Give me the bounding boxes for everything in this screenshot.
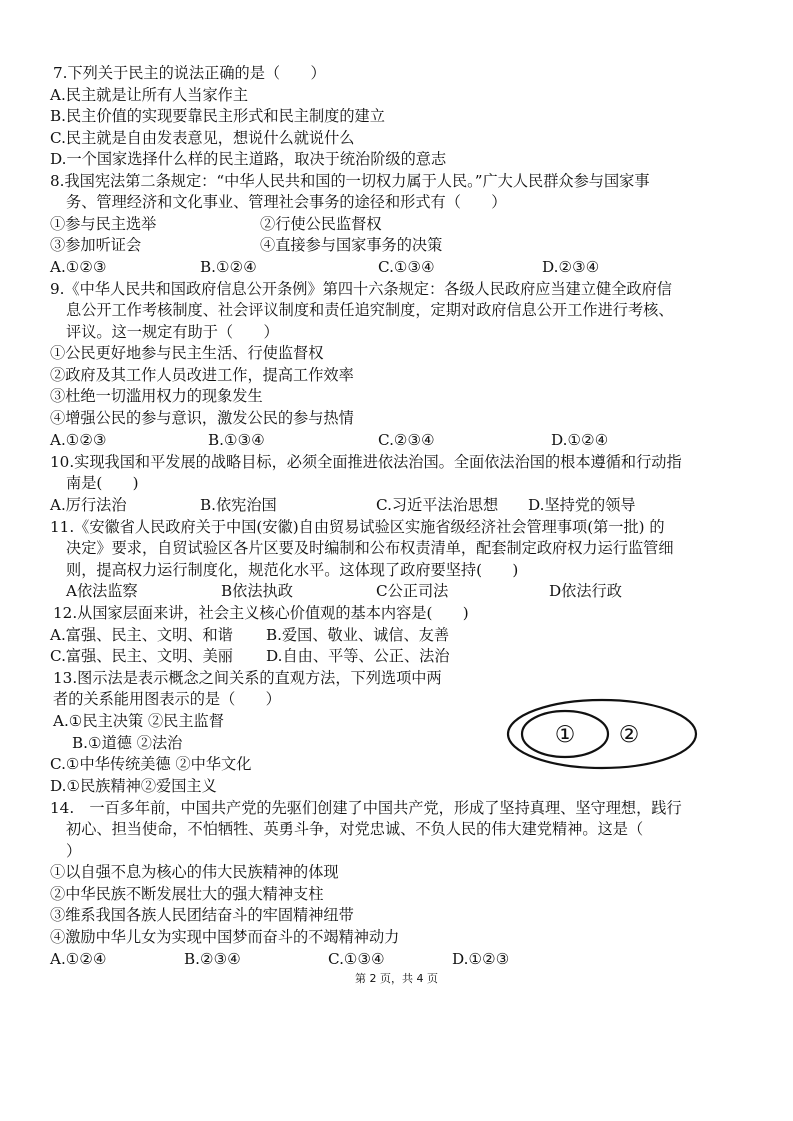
q10-option-a: A.厉行法治 bbox=[50, 496, 127, 514]
q10-stem-line1: 10.实现我国和平发展的战略目标，必须全面推进依法治国。全面依法治国的根本遵循和行动指 bbox=[50, 453, 682, 471]
q14-stem-line1: 14. 一百多年前，中国共产党的先驱们创建了中国共产党，形成了坚持真理、坚守理想，践行 bbox=[50, 799, 682, 817]
q13-stem-line1: 13.图示法是表示概念之间关系的直观方法，下列选项中两 bbox=[53, 669, 442, 687]
q13-stem-line2: 者的关系能用图表示的是（ ） bbox=[53, 690, 281, 708]
q9-item-3: ③杜绝一切滥用权力的现象发生 bbox=[50, 387, 263, 405]
q14-item-4: ④激励中华儿女为实现中国梦而奋斗的不竭精神动力 bbox=[50, 928, 400, 946]
q12-stem: 12.从国家层面来讲，社会主义核心价值观的基本内容是( ) bbox=[53, 604, 469, 622]
q11-stem-line2: 决定》要求，自贸试验区各片区要及时编制和公布权责清单，配套制定政府权力运行监管细 bbox=[66, 539, 674, 557]
q14-item-2: ②中华民族不断发展壮大的强大精神支柱 bbox=[50, 885, 324, 903]
q7-option-b: B.民主价值的实现要靠民主形式和民主制度的建立 bbox=[50, 107, 385, 125]
page-footer: 第 2 页，共 4 页 bbox=[355, 972, 438, 985]
q9-item-2: ②政府及其工作人员改进工作，提高工作效率 bbox=[50, 366, 354, 384]
diagram-label-2: ② bbox=[618, 722, 640, 748]
q12-option-a: A.富强、民主、文明、和谐 bbox=[50, 626, 233, 644]
q9-stem-line1: 9.《中华人民共和国政府信息公开条例》第四十六条规定：各级人民政府应当建立健全政府信 bbox=[50, 280, 672, 298]
q8-option-d: D.②③④ bbox=[542, 258, 600, 276]
q9-item-4: ④增强公民的参与意识，激发公民的参与热情 bbox=[50, 409, 354, 427]
q9-option-d: D.①②④ bbox=[551, 431, 609, 449]
q14-option-c: C.①③④ bbox=[328, 950, 385, 968]
q14-option-d: D.①②③ bbox=[452, 950, 510, 968]
q14-option-a: A.①②④ bbox=[50, 950, 107, 968]
outer-ellipse bbox=[508, 700, 696, 768]
q7-option-c: C.民主就是自由发表意见，想说什么就说什么 bbox=[50, 129, 355, 147]
q11-option-a: A依法监察 bbox=[66, 582, 138, 600]
q10-option-c: C.习近平法治思想 bbox=[376, 496, 499, 514]
q8-option-c: C.①③④ bbox=[378, 258, 435, 276]
q10-option-d: D.坚持党的领导 bbox=[528, 496, 636, 514]
q13-option-d: D.①民族精神②爱国主义 bbox=[50, 777, 217, 795]
q8-item-1: ①参与民主选举 bbox=[50, 215, 157, 233]
q13-option-a: A.①民主决策 ②民主监督 bbox=[53, 712, 224, 730]
q9-stem-line2: 息公开工作考核制度、社会评议制度和责任追究制度，定期对政府信息公开工作进行考核、 bbox=[66, 301, 674, 319]
q8-option-b: B.①②④ bbox=[200, 258, 257, 276]
q14-stem-line2: 初心、担当使命，不怕牺牲、英勇斗争，对党忠诚、不负人民的伟大建党精神。这是（ bbox=[66, 820, 644, 838]
q7-option-a: A.民主就是让所有人当家作主 bbox=[50, 86, 249, 104]
q12-option-d: D.自由、平等、公正、法治 bbox=[266, 647, 450, 665]
q8-stem-line1: 8.我国宪法第二条规定：“中华人民共和国的一切权力属于人民。”广大人民群众参与国家事 bbox=[50, 172, 650, 190]
q9-item-1: ①公民更好地参与民主生活、行使监督权 bbox=[50, 344, 324, 362]
q7-stem: 7.下列关于民主的说法正确的是（ ） bbox=[53, 64, 326, 82]
q14-item-1: ①以自强不息为核心的伟大民族精神的体现 bbox=[50, 863, 339, 881]
q9-option-a: A.①②③ bbox=[50, 431, 107, 449]
q8-item-2: ②行使公民监督权 bbox=[260, 215, 382, 233]
q11-option-c: C公正司法 bbox=[376, 582, 449, 600]
q9-option-c: C.②③④ bbox=[378, 431, 435, 449]
q7-option-d: D.一个国家选择什么样的民主道路，取决于统治阶级的意志 bbox=[50, 150, 447, 168]
q11-option-b: B依法执政 bbox=[221, 582, 293, 600]
q12-option-c: C.富强、民主、文明、美丽 bbox=[50, 647, 233, 665]
diagram-label-1: ① bbox=[554, 722, 576, 748]
venn-diagram bbox=[505, 697, 699, 771]
q8-item-4: ④直接参与国家事务的决策 bbox=[260, 236, 443, 254]
q14-item-3: ③维系我国各族人民团结奋斗的牢固精神纽带 bbox=[50, 906, 354, 924]
q13-option-b: B.①道德 ②法治 bbox=[72, 734, 183, 752]
q14-option-b: B.②③④ bbox=[184, 950, 241, 968]
q13-option-c: C.①中华传统美德 ②中华文化 bbox=[50, 755, 252, 773]
q9-stem-line3: 评议。这一规定有助于（ ） bbox=[66, 323, 279, 341]
q9-option-b: B.①③④ bbox=[208, 431, 265, 449]
q12-option-b: B.爱国、敬业、诚信、友善 bbox=[266, 626, 450, 644]
q8-item-3: ③参加听证会 bbox=[50, 236, 142, 254]
q8-option-a: A.①②③ bbox=[50, 258, 107, 276]
q10-option-b: B.依宪治国 bbox=[200, 496, 277, 514]
q8-stem-line2: 务、管理经济和文化事业、管理社会事务的途径和形式有（ ） bbox=[66, 193, 507, 211]
q11-stem-line1: 11.《安徽省人民政府关于中国(安徽)自由贸易试验区实施省级经济社会管理事项(第一批) 的 bbox=[50, 518, 665, 536]
q10-stem-line2: 南是( ) bbox=[66, 474, 139, 492]
q14-stem-line3: ） bbox=[66, 842, 82, 860]
q11-stem-line3: 则，提高权力运行制度化，规范化水平。这体现了政府要坚持( ) bbox=[66, 561, 519, 579]
q11-option-d: D依法行政 bbox=[549, 582, 622, 600]
